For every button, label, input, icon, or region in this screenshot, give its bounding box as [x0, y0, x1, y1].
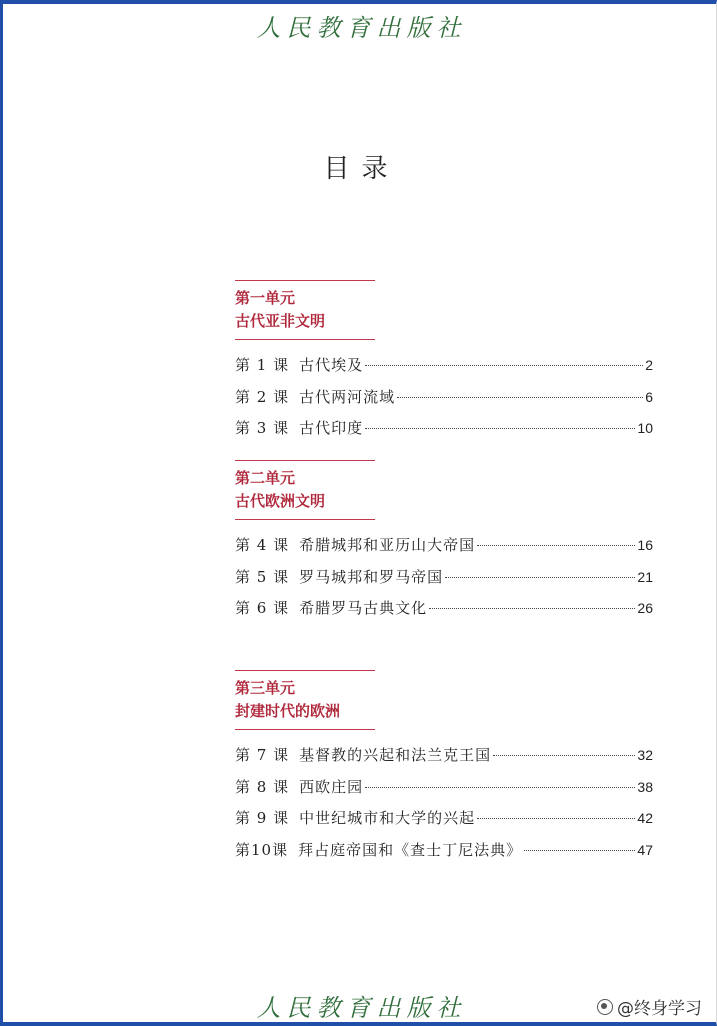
- toc-entry[interactable]: [235, 413, 653, 445]
- dot-leader: [524, 850, 635, 851]
- publisher-logo-top: 人民教育出版社: [256, 14, 467, 42]
- page-number: 26: [637, 600, 653, 616]
- lesson-number: 第 5 课: [235, 567, 290, 586]
- toc-entry[interactable]: [235, 803, 653, 835]
- page-number: 38: [637, 778, 653, 795]
- dot-leader: [365, 787, 635, 788]
- page-number: 16: [637, 537, 653, 553]
- toc-unit-1: [235, 280, 653, 445]
- page-number: 21: [637, 568, 653, 585]
- lesson-title: 拜占庭帝国和《查士丁尼法典》: [298, 840, 523, 859]
- lesson-title: 基督教的兴起和法兰克王国: [299, 746, 492, 764]
- page-number: 6: [645, 388, 653, 405]
- lesson-number: 第 4 课: [235, 536, 290, 554]
- page-number: 47: [637, 841, 653, 858]
- lesson-title: 古代印度: [299, 419, 364, 437]
- lesson-title: 罗马城邦和罗马帝国: [299, 567, 444, 586]
- lesson-number: 第 9 课: [235, 809, 290, 827]
- watermark: [597, 994, 702, 1019]
- toc-unit-2: [235, 460, 653, 625]
- unit-header: [235, 461, 653, 513]
- page-title: 目录: [323, 154, 400, 184]
- lesson-number: 第10课: [235, 840, 289, 859]
- toc-entry[interactable]: [235, 350, 653, 382]
- lesson-title: 古代两河流域: [299, 387, 396, 406]
- unit-name: 封建时代的欧洲: [235, 702, 341, 720]
- watermark-text: @终身学习: [617, 999, 702, 1019]
- dot-leader: [365, 428, 635, 429]
- toc-entry[interactable]: [235, 772, 653, 804]
- page-number: 2: [645, 357, 653, 373]
- toc-entry[interactable]: [235, 530, 653, 562]
- lesson-number: 第 3 课: [235, 419, 290, 437]
- lesson-list: [235, 740, 653, 866]
- unit-header: [235, 281, 653, 333]
- dot-leader: [493, 755, 635, 756]
- toc-entry[interactable]: [235, 382, 653, 414]
- toc-entry[interactable]: [235, 835, 653, 867]
- toc-entry[interactable]: [235, 740, 653, 772]
- dot-leader: [397, 397, 643, 398]
- lesson-title: 西欧庄园: [299, 777, 364, 796]
- page-number: 10: [637, 420, 653, 436]
- dot-leader: [365, 365, 643, 366]
- toc-unit-3: [235, 670, 653, 866]
- unit-rule-bottom: [235, 519, 375, 520]
- lesson-number: 第 8 课: [235, 777, 290, 796]
- lesson-list: [235, 530, 653, 625]
- dot-leader: [477, 545, 635, 546]
- unit-rule-bottom: [235, 729, 375, 730]
- lesson-title: 古代埃及: [299, 356, 364, 374]
- unit-number: 第一单元: [235, 289, 296, 307]
- lesson-title: 希腊城邦和亚历山大帝国: [299, 536, 476, 554]
- unit-number: 第三单元: [235, 679, 296, 697]
- dot-leader: [477, 818, 635, 819]
- dot-leader: [429, 608, 635, 609]
- lesson-title: 中世纪城市和大学的兴起: [299, 809, 476, 827]
- unit-rule-bottom: [235, 339, 375, 340]
- unit-number: 第二单元: [235, 469, 296, 487]
- unit-name: 古代欧洲文明: [235, 492, 326, 510]
- unit-header: [235, 671, 653, 723]
- toc-entry[interactable]: [235, 593, 653, 625]
- page-number: 42: [637, 810, 653, 826]
- toc-entry[interactable]: [235, 562, 653, 594]
- lesson-title: 希腊罗马古典文化: [299, 599, 428, 617]
- lesson-number: 第 6 课: [235, 599, 290, 617]
- watermark-logo-icon: [597, 999, 613, 1015]
- lesson-number: 第 2 课: [235, 387, 290, 406]
- lesson-number: 第 7 课: [235, 746, 290, 764]
- dot-leader: [445, 577, 635, 578]
- lesson-list: [235, 350, 653, 445]
- publisher-logo-bottom: 人民教育出版社: [256, 994, 467, 1022]
- lesson-number: 第 1 课: [235, 356, 290, 374]
- page-number: 32: [637, 747, 653, 763]
- unit-name: 古代亚非文明: [235, 312, 326, 330]
